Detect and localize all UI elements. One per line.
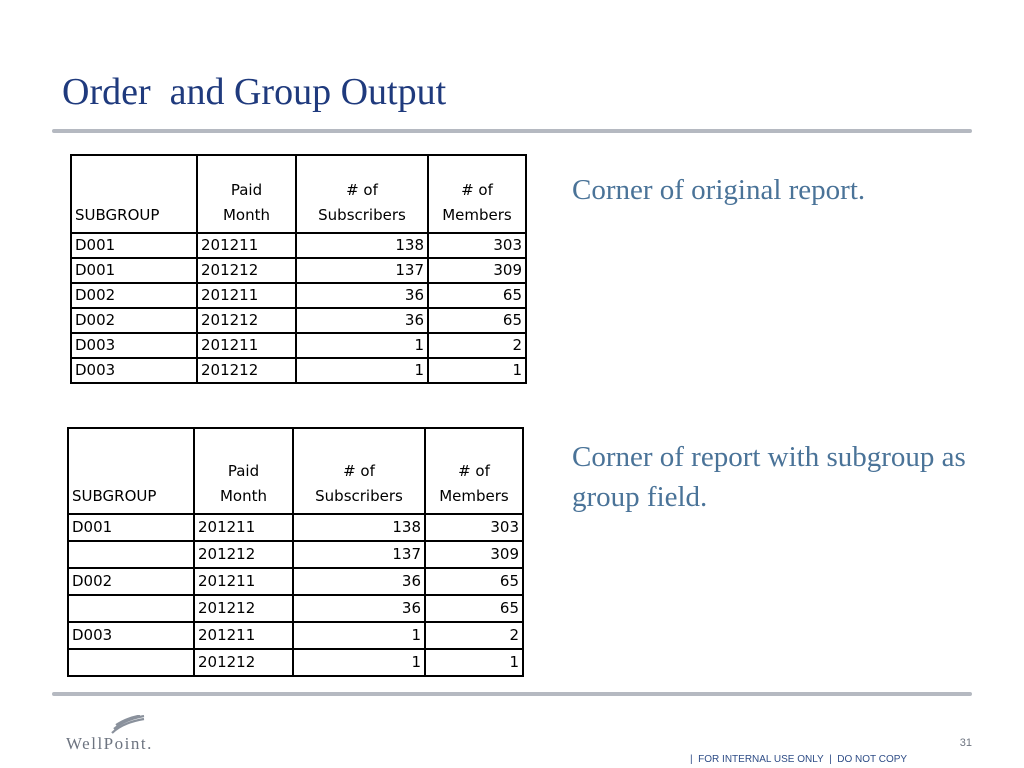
table-row — [71, 333, 526, 358]
members-cell: 303 — [425, 514, 523, 541]
paid-month-cell: 201212 — [194, 541, 293, 568]
slide-title: Order and Group Output — [62, 71, 447, 113]
paid-month-cell: 201211 — [197, 233, 296, 258]
subgroup-cell — [68, 541, 194, 568]
paid-month-cell: 201212 — [197, 358, 296, 383]
subgroup-cell: D003 — [68, 622, 194, 649]
subgroup-cell: D002 — [71, 283, 197, 308]
paid-month-cell: 201211 — [197, 333, 296, 358]
members-cell: 65 — [425, 595, 523, 622]
members-cell: 1 — [428, 358, 526, 383]
bottom-divider — [52, 692, 972, 696]
page-number: 31 — [959, 737, 972, 749]
subscribers-cell: 138 — [296, 233, 428, 258]
subgroup-cell: D002 — [68, 568, 194, 595]
subgroup-cell: D003 — [71, 358, 197, 383]
subscribers-cell: 1 — [296, 333, 428, 358]
subgroup-cell: D002 — [71, 308, 197, 333]
table-header-row — [71, 155, 526, 233]
subscribers-cell: 1 — [296, 358, 428, 383]
table-row — [68, 541, 523, 568]
table-row — [71, 258, 526, 283]
subscribers-cell: 36 — [293, 595, 425, 622]
grouped-report-table — [67, 427, 524, 677]
subgroup-header: SUBGROUP — [68, 428, 194, 514]
table-row — [68, 595, 523, 622]
table-row — [68, 622, 523, 649]
top-divider — [52, 129, 972, 133]
members-cell: 65 — [425, 568, 523, 595]
members-cell: 309 — [425, 541, 523, 568]
subgroup-cell — [68, 649, 194, 676]
members-cell: 65 — [428, 283, 526, 308]
table-row — [71, 308, 526, 333]
subgroup-cell: D001 — [71, 258, 197, 283]
members-cell: 2 — [425, 622, 523, 649]
logo-wordmark: WellPoint. — [66, 734, 153, 753]
subscribers-cell: 138 — [293, 514, 425, 541]
members-cell: 2 — [428, 333, 526, 358]
caption-original-report: Corner of original report. — [572, 174, 866, 206]
members-cell: 303 — [428, 233, 526, 258]
subscribers-cell: 36 — [293, 568, 425, 595]
paid-month-cell: 201212 — [197, 308, 296, 333]
paid-month-cell: 201211 — [194, 514, 293, 541]
subgroup-cell: D001 — [68, 514, 194, 541]
caption-grouped-report: Corner of report with subgroup as group field. — [572, 441, 966, 513]
table-header-row — [68, 428, 523, 514]
paid-month-cell: 201211 — [194, 568, 293, 595]
paid-month-header: Paid Month — [194, 428, 293, 514]
original-report-table — [70, 154, 527, 384]
paid-month-header: Paid Month — [197, 155, 296, 233]
subscribers-cell: 1 — [293, 622, 425, 649]
subgroup-cell — [68, 595, 194, 622]
wing-icon — [110, 715, 146, 735]
subscribers-cell: 36 — [296, 308, 428, 333]
members-header: # of Members — [428, 155, 526, 233]
paid-month-cell: 201211 — [197, 283, 296, 308]
paid-month-cell: 201212 — [194, 649, 293, 676]
table-row — [68, 568, 523, 595]
subscribers-cell: 137 — [296, 258, 428, 283]
table-row — [71, 283, 526, 308]
subscribers-header: # of Subscribers — [296, 155, 428, 233]
subgroup-cell: D001 — [71, 233, 197, 258]
subscribers-header: # of Subscribers — [293, 428, 425, 514]
members-cell: 65 — [428, 308, 526, 333]
table-row — [71, 358, 526, 383]
paid-month-cell: 201212 — [197, 258, 296, 283]
table-row — [68, 649, 523, 676]
subscribers-cell: 36 — [296, 283, 428, 308]
paid-month-cell: 201211 — [194, 622, 293, 649]
paid-month-cell: 201212 — [194, 595, 293, 622]
table-row — [68, 514, 523, 541]
subscribers-cell: 1 — [293, 649, 425, 676]
members-header: # of Members — [425, 428, 523, 514]
footer-confidentiality-note: | FOR INTERNAL USE ONLY | DO NOT COPY — [690, 754, 908, 765]
subscribers-cell: 137 — [293, 541, 425, 568]
wellpoint-logo — [66, 715, 190, 755]
subgroup-header: SUBGROUP — [71, 155, 197, 233]
subgroup-cell: D003 — [71, 333, 197, 358]
table-row — [71, 233, 526, 258]
members-cell: 309 — [428, 258, 526, 283]
members-cell: 1 — [425, 649, 523, 676]
